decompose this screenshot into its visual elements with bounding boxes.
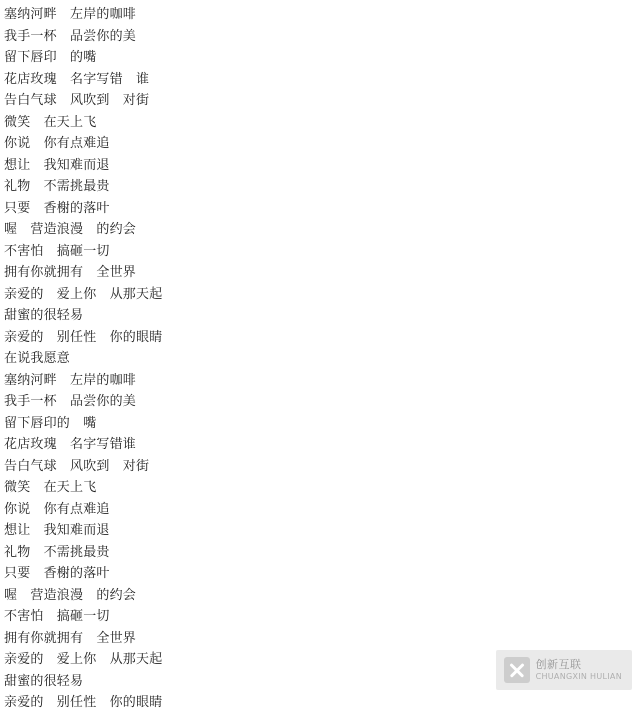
lyrics-line: 喔 营造浪漫 的约会 xyxy=(4,587,137,603)
lyrics-line: 亲爱的 别任性 你的眼睛 xyxy=(4,695,163,710)
watermark xyxy=(496,650,632,690)
lyrics-line: 微笑 在天上飞 xyxy=(4,480,97,495)
lyrics-line: 拥有你就拥有 全世界 xyxy=(4,265,137,280)
lyrics-line: 花店玫瑰 名字写错谁 xyxy=(4,437,137,452)
lyrics-line: 告白气球 风吹到 对街 xyxy=(4,93,150,108)
lyrics-line: 你说 你有点难追 xyxy=(4,501,110,517)
lyrics-line: 亲爱的 爱上你 从那天起 xyxy=(4,286,163,302)
lyrics-line: 只要 香榭的落叶 xyxy=(4,200,110,216)
lyrics-line: 不害怕 搞砸一切 xyxy=(4,243,110,259)
lyrics-line: 不害怕 搞砸一切 xyxy=(4,609,110,624)
lyrics-line: 微笑 在天上飞 xyxy=(4,114,97,130)
lyrics-line: 留下唇印的 嘴 xyxy=(4,415,97,431)
lyrics-line: 甜蜜的很轻易 xyxy=(4,673,84,689)
lyrics-line: 只要 香榭的落叶 xyxy=(4,566,110,581)
lyrics-line: 喔 营造浪漫 的约会 xyxy=(4,222,137,237)
watermark-name-en: CHUANGXIN HULIAN xyxy=(535,671,622,681)
lyrics-line: 在说我愿意 xyxy=(4,351,71,366)
lyrics-line: 甜蜜的很轻易 xyxy=(4,308,84,323)
lyrics-line: 我手一杯 品尝你的美 xyxy=(4,28,137,44)
lyrics-line: 留下唇印 的嘴 xyxy=(4,50,97,65)
lyrics-line: 你说 你有点难追 xyxy=(4,136,110,151)
lyrics-line: 塞纳河畔 左岸的咖啡 xyxy=(4,7,137,22)
lyrics-line: 礼物 不需挑最贵 xyxy=(4,544,110,560)
lyrics-line: 我手一杯 品尝你的美 xyxy=(4,394,137,409)
lyrics-line: 亲爱的 爱上你 从那天起 xyxy=(4,652,163,667)
watermark-name-cn: 创新互联 xyxy=(535,658,582,672)
lyrics-line: 花店玫瑰 名字写错 谁 xyxy=(4,71,150,87)
lyrics-line: 拥有你就拥有 全世界 xyxy=(4,630,137,646)
x-mark-logo-icon xyxy=(504,657,530,683)
lyrics-line: 想让 我知难而退 xyxy=(4,157,110,173)
lyrics-line: 礼物 不需挑最贵 xyxy=(4,179,110,194)
lyrics-line: 想让 我知难而退 xyxy=(4,523,110,538)
lyrics-line: 告白气球 风吹到 对街 xyxy=(4,458,150,474)
lyrics-line: 塞纳河畔 左岸的咖啡 xyxy=(4,372,137,388)
lyrics-line: 亲爱的 别任性 你的眼睛 xyxy=(4,329,163,345)
watermark-text xyxy=(536,658,622,682)
